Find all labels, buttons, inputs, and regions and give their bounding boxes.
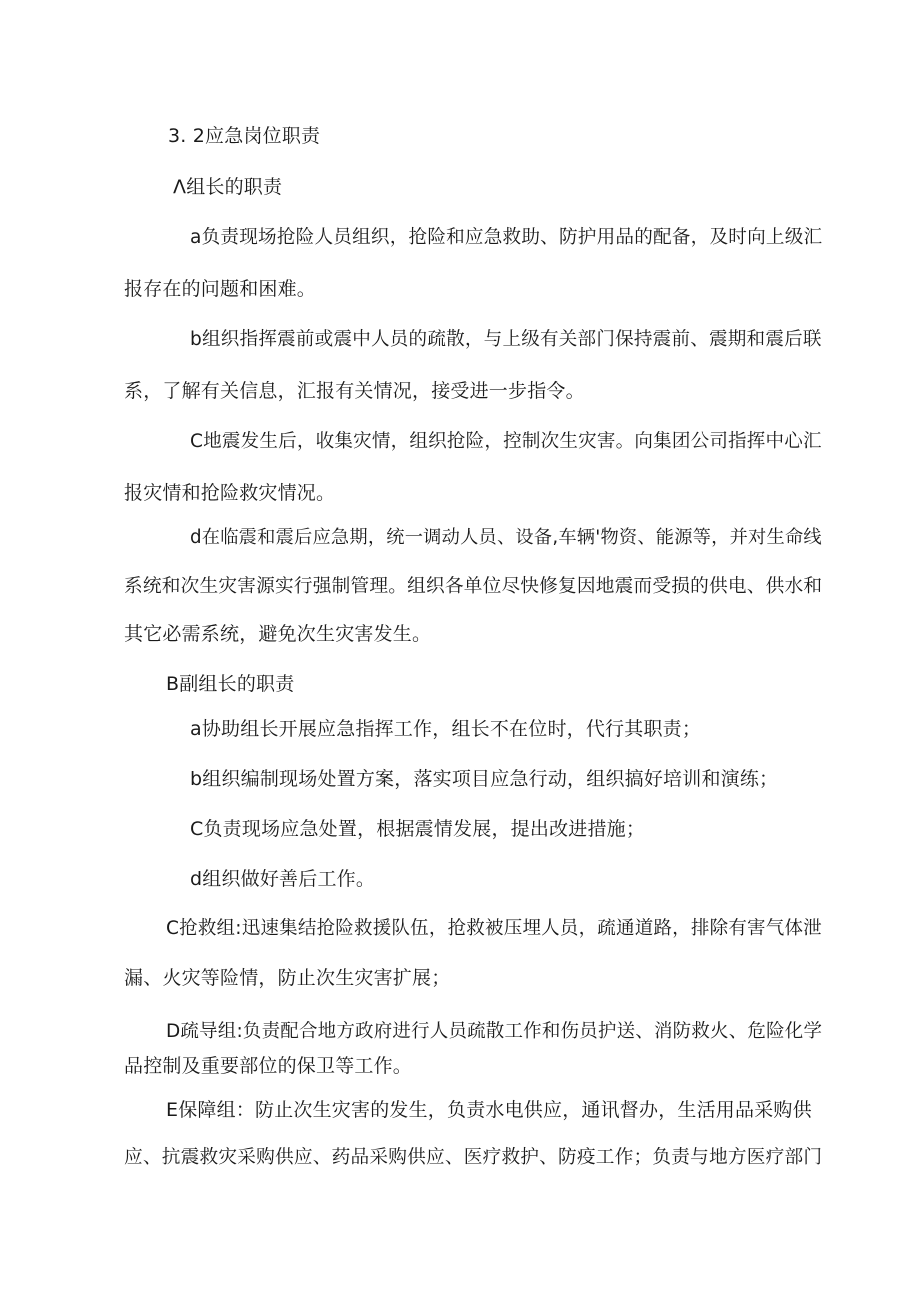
paragraph-line: 品控制及重要部位的保卫等工作。 bbox=[124, 1055, 413, 1077]
group-title-deputy: B副组长的职责 bbox=[166, 673, 295, 695]
section-heading: 3. 2应急岗位职责 bbox=[168, 125, 321, 147]
paragraph-line: 其它必需系统，避免次生灾害发生。 bbox=[124, 623, 432, 645]
paragraph-line: d在临震和震后应急期，统一调动人员、设备,车辆'物资、能源等，并对生命线 bbox=[190, 527, 822, 548]
group-title-leader: Λ组长的职责 bbox=[173, 176, 283, 198]
paragraph-line: C负责现场应急处置，根据震情发展，提出改进措施； bbox=[190, 818, 646, 840]
paragraph-line: 报存在的问题和困难。 bbox=[124, 278, 317, 300]
paragraph-line: D疏导组:负责配合地方政府进行人员疏散工作和伤员护送、消防救火、危险化学 bbox=[166, 1021, 823, 1042]
paragraph-line: 报灾情和抢险救灾情况。 bbox=[124, 482, 336, 504]
paragraph-line: 系，了解有关信息，汇报有关情况，接受进一步指令。 bbox=[124, 380, 585, 402]
paragraph-line: a负责现场抢险人员组织，抢险和应急救助、防护用品的配备，及时向上级汇 bbox=[190, 227, 823, 248]
paragraph-line: b组织编制现场处置方案，落实项目应急行动，组织搞好培训和演练； bbox=[190, 768, 779, 790]
paragraph-line: 漏、火灾等险情，防止次生灾害扩展； bbox=[124, 967, 451, 989]
paragraph-line: 应、抗震救灾采购供应、药品采购供应、医疗救护、防疫工作；负责与地方医疗部门 bbox=[124, 1147, 823, 1168]
paragraph-line: E保障组：防止次生灾害的发生，负责水电供应，通讯督办，生活用品采购供 bbox=[166, 1099, 812, 1121]
paragraph-line: b组织指挥震前或震中人员的疏散，与上级有关部门保持震前、震期和震后联 bbox=[190, 329, 822, 350]
paragraph-line: C抢救组:迅速集结抢险救援队伍，抢救被压埋人员，疏通道路，排除有害气体泄 bbox=[166, 918, 822, 939]
paragraph-line: a协助组长开展应急指挥工作，组长不在位时，代行其职责； bbox=[190, 718, 702, 740]
paragraph-line: 系统和次生灾害源实行强制管理。组织各单位尽快修复因地震而受损的供电、供水和 bbox=[124, 576, 823, 597]
paragraph-line: d组织做好善后工作。 bbox=[190, 868, 376, 890]
paragraph-line: C地震发生后，收集灾情，组织抢险，控制次生灾害。向集团公司指挥中心汇 bbox=[190, 431, 822, 452]
